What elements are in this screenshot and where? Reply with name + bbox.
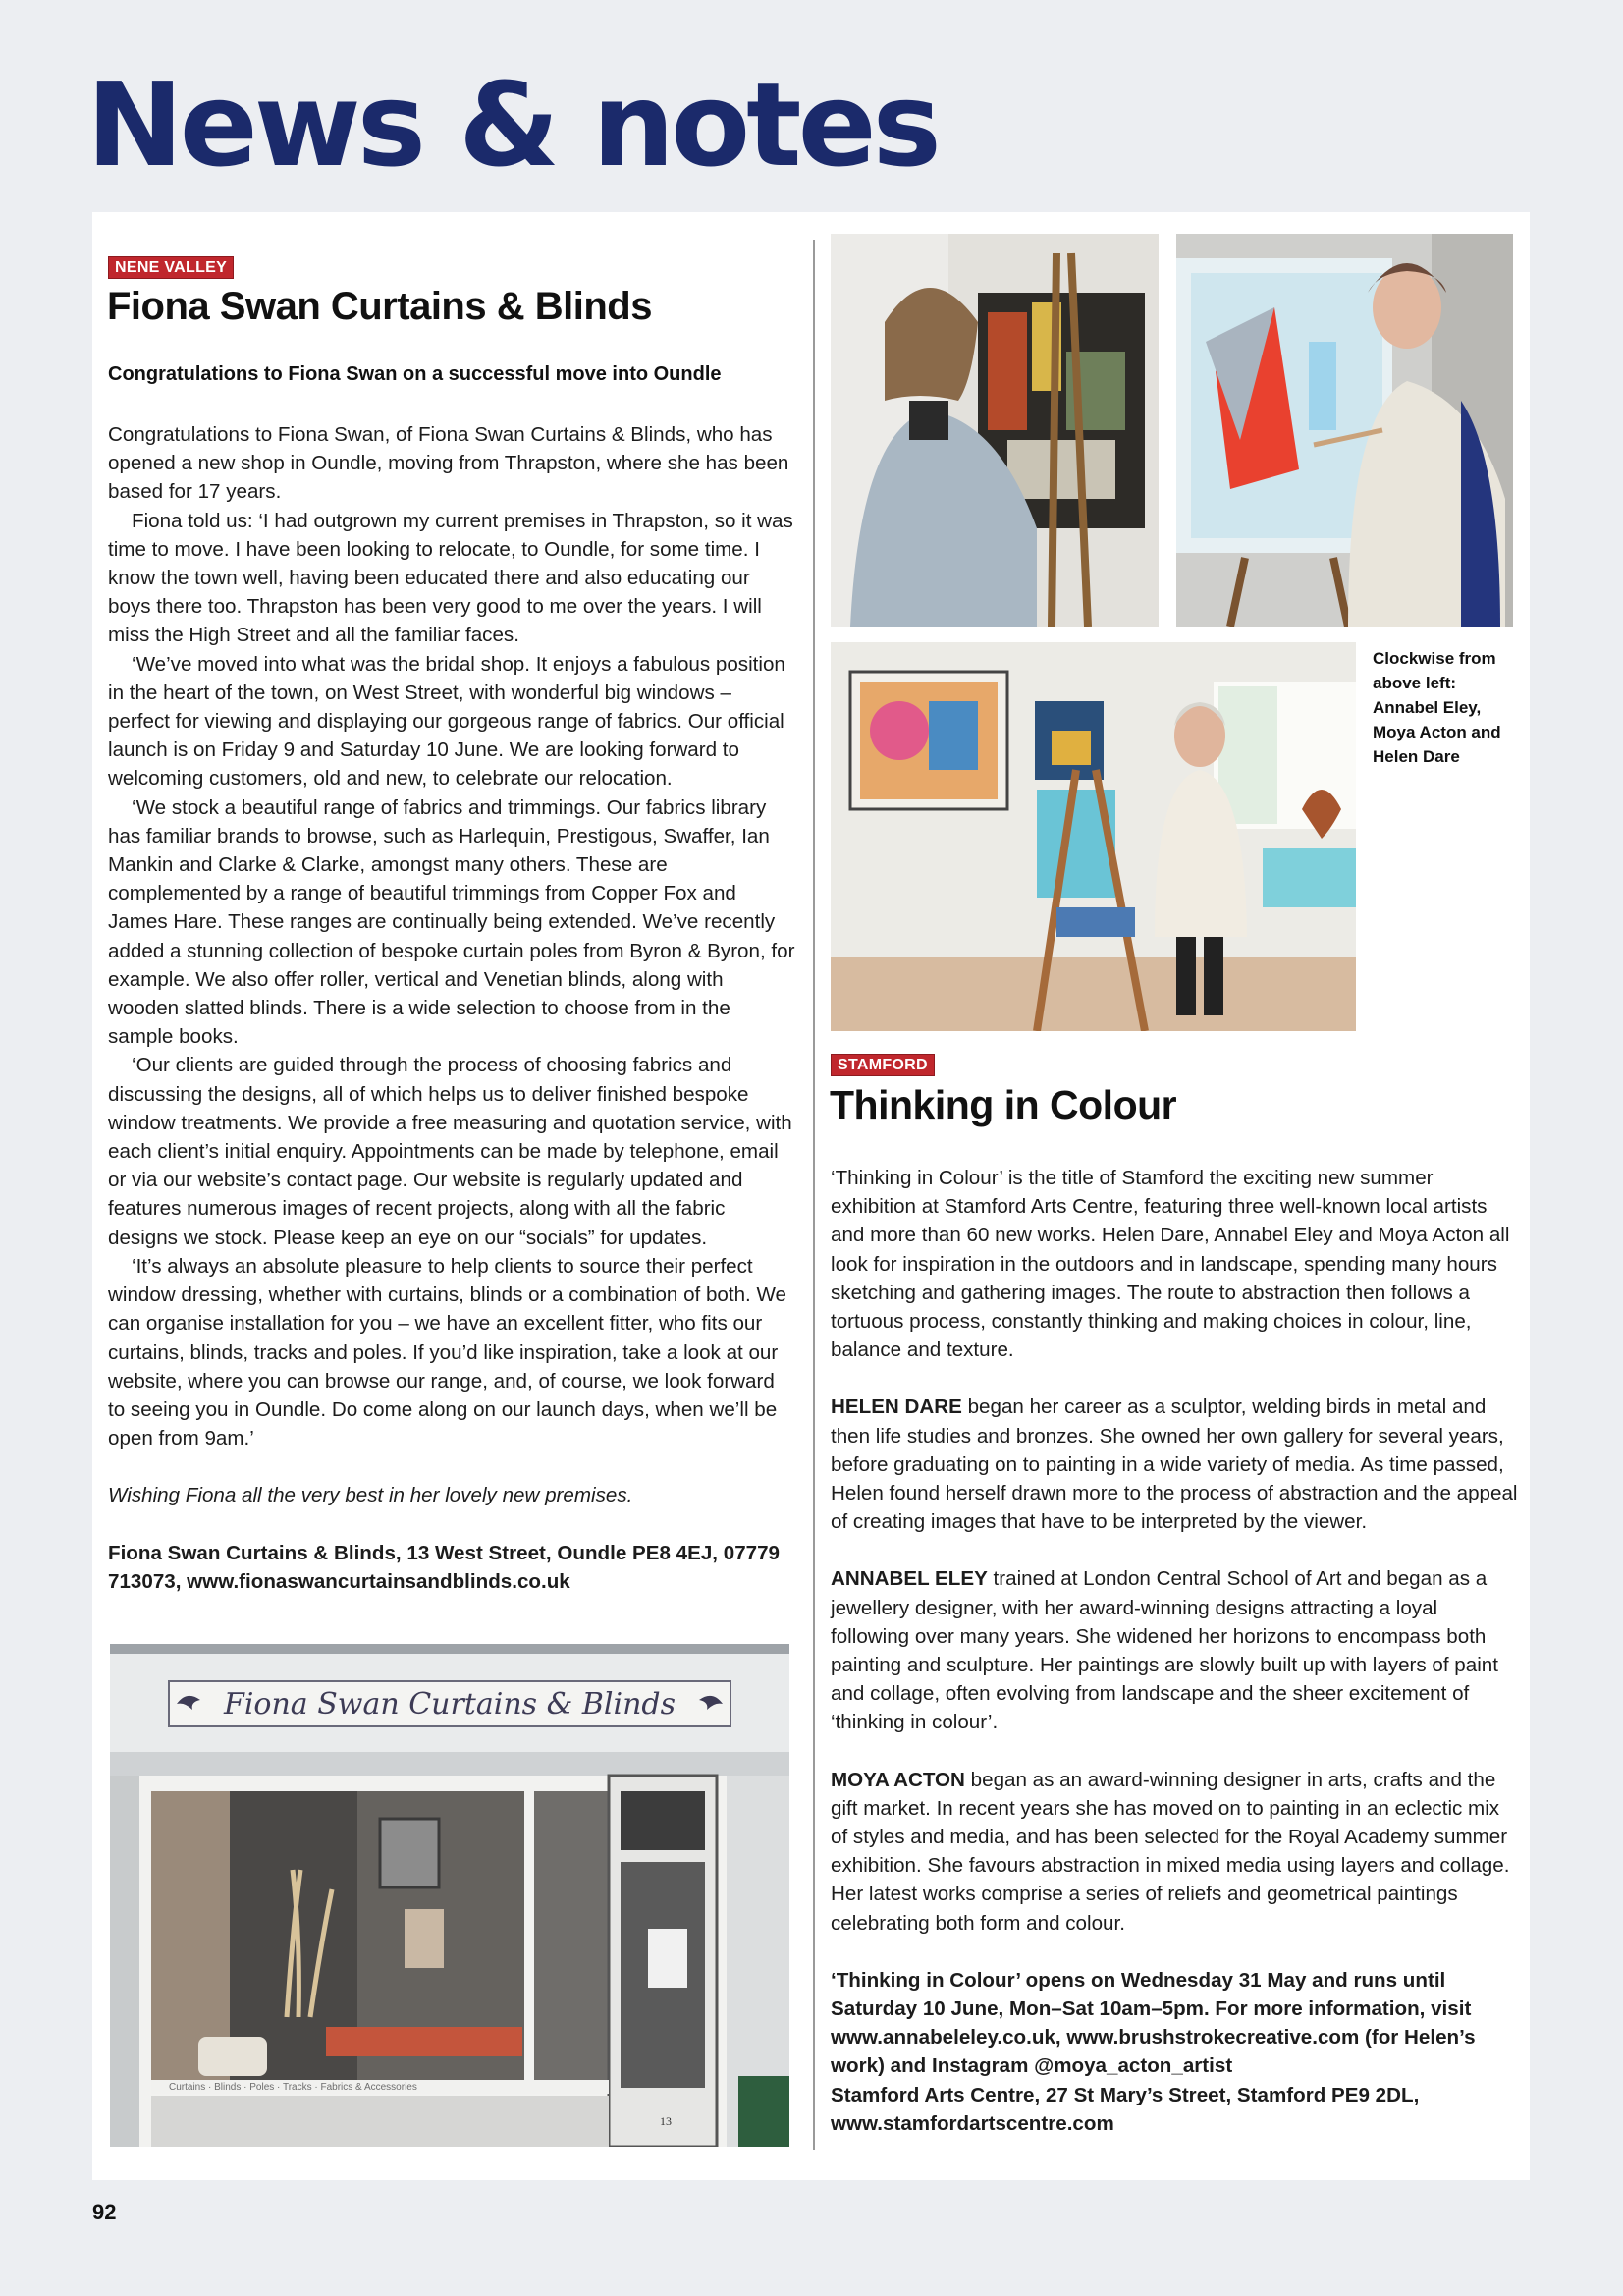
photo-annabel-eley: [831, 234, 1159, 627]
article-standfirst: Congratulations to Fiona Swan on a successful move into Oundle: [108, 363, 722, 385]
shop-sign-text: Fiona Swan Curtains & Blinds: [224, 1687, 676, 1722]
section-tag-nene-valley: NENE VALLEY: [108, 256, 234, 279]
photo-moya-acton: [1176, 234, 1513, 627]
column-divider: [813, 240, 815, 2150]
artist-paragraph-helen-dare: [831, 1393, 1518, 1536]
artist-name: MOYA ACTON: [831, 1768, 965, 1791]
shop-number-text: 13: [660, 2114, 672, 2128]
exhibition-info: ‘Thinking in Colour’ opens on Wednesday 31 May and runs until Saturday 10 June, Mon–Sat 10am–5pm. For more information, visit www.annabeleley.co.uk, www.brushstrokecreative.com (for Helen’s work) and Instagram @moya_acton_artist: [831, 1968, 1476, 2078]
article-headline-thinking-in-colour: Thinking in Colour: [830, 1082, 1177, 1127]
body-paragraph: ‘We stock a beautiful range of fabrics and trimmings. Our fabrics library has familiar brands to browse, such as Harlequin, Prestigous, Swaffer, Ian Mankin and Clarke & Clarke, amongst many others. These are complemented by a range of beautiful trimmings from Copper Fox and James Hare. These ranges are continually being extended. We’ve recently added a stunning collection of bespoke curtain poles from Byron & Byron, for example. We also offer roller, vertical and Venetian blinds, along with wooden slatted blinds. There is a wide selection to choose from in the sample books.: [108, 795, 795, 1049]
body-paragraph: ‘It’s always an absolute pleasure to help clients to source their perfect window dressing, whether with curtains, blinds or a combination of both. We can organise installation for you – we have an excellent fitter, who fits our curtains, blinds, tracks and poles. If you’d like inspiration, take a look at our website, where you can browse our range, and, of course, we look forward to seeing you in Oundle. Do come along on our launch days, when we’ll be open from 9am.’: [108, 1254, 787, 1450]
contact-details: Fiona Swan Curtains & Blinds, 13 West Street, Oundle PE8 4EJ, 07779 713073, www.fionaswancurtainsandblinds.co.uk: [108, 1541, 781, 1593]
article-body-thinking-in-colour: [831, 1164, 1518, 2138]
shop-front-photo: [110, 1644, 789, 2147]
body-paragraph: ‘Our clients are guided through the process of choosing fabrics and discussing the designs, all of which helps us to deliver finished bespoke window treatments. We provide a free measuring and quotation service, with each client’s initial enquiry. Appointments can be made by telephone, email or via our website’s contact page. Our website is regularly updated and features numerous images of recent projects, along with all the fabric designs we stock. Please keep an eye on our “socials” for updates.: [108, 1054, 792, 1249]
artist-name: ANNABEL ELEY: [831, 1567, 988, 1591]
closing-wish: Wishing Fiona all the very best in her lovely new premises.: [108, 1484, 633, 1507]
intro-paragraph: ‘Thinking in Colour’ is the title of Stamford the exciting new summer exhibition at Stamford Arts Centre, featuring three well-known local artists and more than 60 new works. Helen Dare, Annabel Eley and Moya Acton all look for inspiration in the outdoors and in landscape, spending many hours sketching and gathering images. The route to abstraction then follows a tortuous process, constantly thinking and making choices in colour, line, balance and texture.: [831, 1167, 1510, 1362]
photo-caption: Clockwise from above left: Annabel Eley, Moya Acton and Helen Dare: [1373, 649, 1501, 766]
section-tag-stamford: STAMFORD: [831, 1054, 935, 1076]
section-title: News & notes: [86, 57, 938, 192]
artist-bio: began as an award-winning designer in arts, crafts and the gift market. In recent years she has moved on to painting in an eclectic mix of styles and media, and has been selected for the Royal Academy summer exhibition. She favours abstraction in mixed media using layers and collage. Her latest works comprise a series of reliefs and geometrical paintings celebrating both form and colour.: [831, 1768, 1510, 1935]
artist-paragraph-annabel-eley: [831, 1564, 1518, 1736]
shop-strip-text: Curtains · Blinds · Poles · Tracks · Fabrics & Accessories: [169, 2082, 417, 2093]
body-paragraph: Congratulations to Fiona Swan, of Fiona Swan Curtains & Blinds, who has opened a new shop in Oundle, moving from Thrapston, where she has been based for 17 years.: [108, 423, 789, 504]
photo-helen-dare: [831, 642, 1356, 1031]
page-number: 92: [92, 2200, 117, 2224]
artist-name: HELEN DARE: [831, 1395, 962, 1419]
artist-paragraph-moya-acton: [831, 1766, 1518, 1938]
artist-bio: trained at London Central School of Art and began as a jewellery designer, with her award-winning designs attracting a loyal following over many years. She widened her horizons to encompass both painting and sculpture. Her paintings are slowly built up with layers of paint and collage, often evolving from landscape and the sheer excitement of ‘thinking in colour’.: [831, 1567, 1498, 1734]
article-body-fiona-swan: [108, 420, 795, 1596]
artist-bio: began her career as a sculptor, welding birds in metal and then life studies and bronzes. She owned her own gallery for several years, before graduating on to painting in a wide variety of media. As time passed, Helen found herself drawn more to the process of abstraction and the appeal of creating images that have to be interpreted by the viewer.: [831, 1395, 1518, 1534]
venue-details: Stamford Arts Centre, 27 St Mary’s Street, Stamford PE9 2DL, www.stamfordartscentre.com: [831, 2083, 1420, 2135]
article-headline-fiona-swan: Fiona Swan Curtains & Blinds: [107, 285, 652, 328]
body-paragraph: Fiona told us: ‘I had outgrown my current premises in Thrapston, so it was time to move. I have been looking to relocate, to Oundle, for some time. I know the town well, having been educated there and also educating our boys there too. Thrapston has been very good to me over the years. I will miss the High Street and all the familiar faces.: [108, 509, 793, 647]
body-paragraph: ‘We’ve moved into what was the bridal shop. It enjoys a fabulous position in the heart of the town, on West Street, with wonderful big windows – perfect for viewing and displaying our gorgeous range of fabrics. Our official launch is on Friday 9 and Saturday 10 June. We are looking forward to welcoming customers, old and new, to celebrate our relocation.: [108, 652, 785, 791]
